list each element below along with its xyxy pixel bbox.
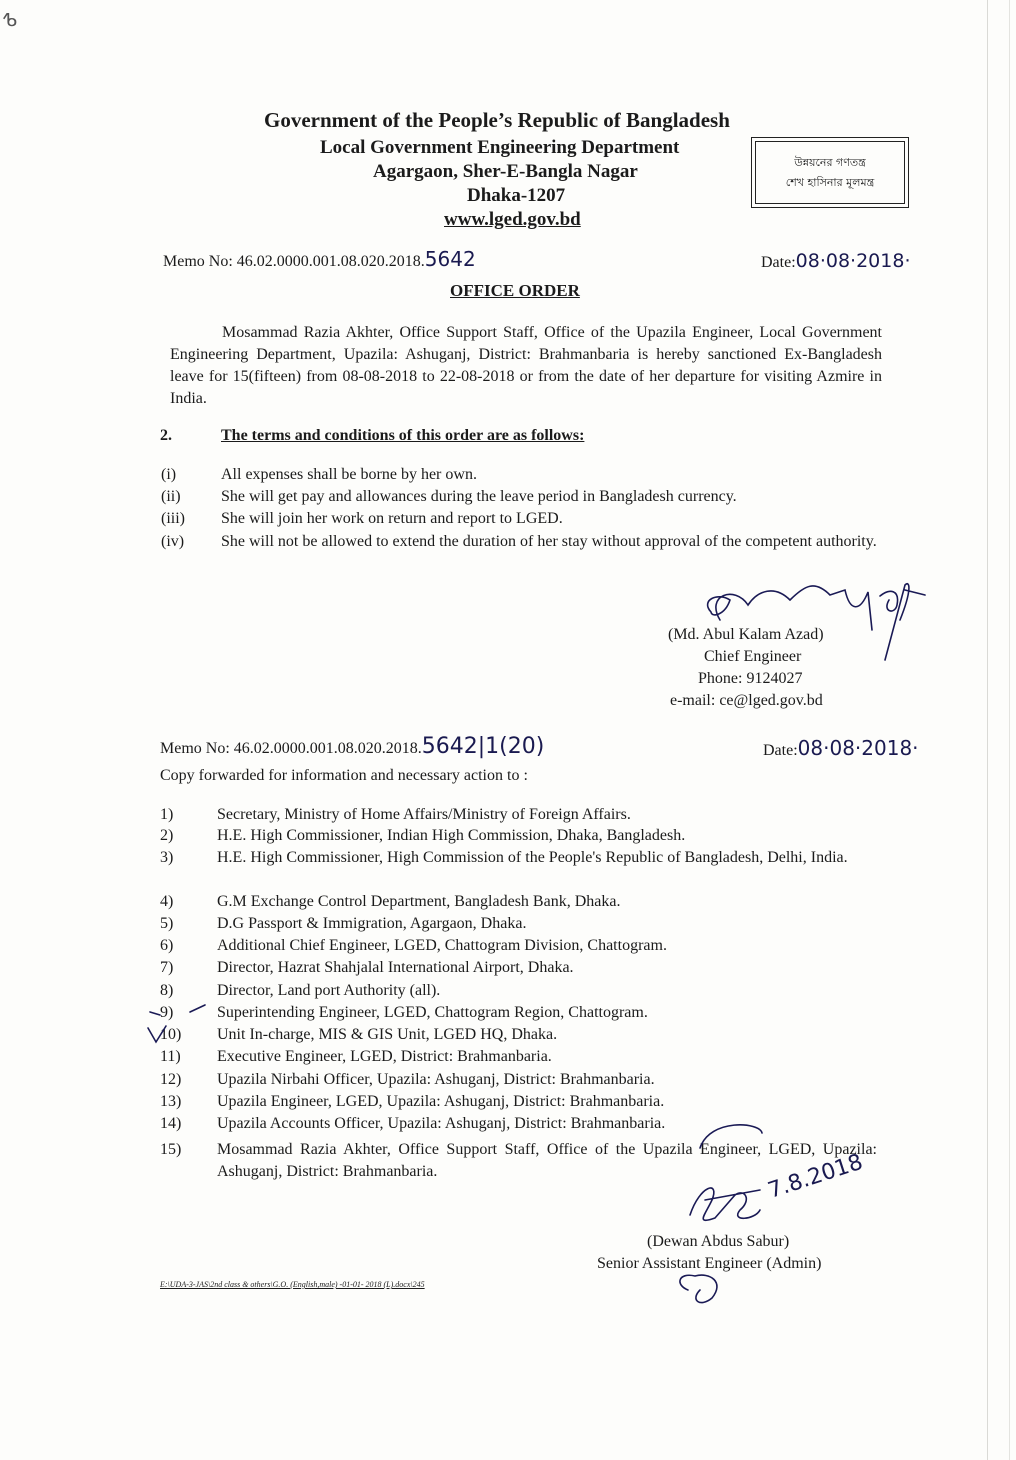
website-link[interactable]: www.lged.gov.bd (444, 209, 581, 230)
signatory-2-title: Senior Assistant Engineer (Admin) (597, 1255, 822, 1272)
list-number: 15) (160, 1141, 182, 1158)
list-number: 14) (160, 1115, 182, 1132)
signatory-1-email: e-mail: ce@lged.gov.bd (670, 692, 823, 709)
condition-number: (iii) (161, 510, 185, 527)
list-text: Upazila Accounts Officer, Upazila: Ashuganj, District: Brahmanbaria. (217, 1115, 666, 1132)
list-text: Director, Land port Authority (all). (217, 982, 441, 999)
order-paragraph: Mosammad Razia Akhter, Office Support Staff, Office of the Upazila Engineer, Local Government Engineering Department, Upazila: Ashuganj, District: Brahmanbaria is hereby sanctioned Ex-Bangladesh leave for 15(fifteen) from 08-08-2018 to 22-08-2018 or from the date of her departure for visiting Azmire in India. (170, 324, 882, 407)
list-number: 11) (160, 1048, 181, 1065)
tick-mark-10 (148, 1026, 166, 1042)
memo-label-1: Memo No: 46.02.0000.001.08.020.2018. (163, 253, 425, 270)
initial-mark-2 (680, 1275, 717, 1302)
terms-title: The terms and conditions of this order are as follows: (221, 427, 585, 444)
list-number: 9) (160, 1004, 174, 1021)
terms-number: 2. (160, 427, 172, 444)
signatory-2-hand-date: 7.8.2018 (765, 1149, 866, 1204)
list-text: D.G Passport & Immigration, Agargaon, Dhaka. (217, 915, 527, 932)
corner-pencil-mark: ᕹ (2, 10, 17, 31)
motto-line-1: উন্নয়নের গণতন্ত্র (794, 155, 866, 169)
copy-forwarded-line: Copy forwarded for information and necessary action to : (160, 767, 528, 784)
list-text: Additional Chief Engineer, LGED, Chattogram Division, Chattogram. (217, 937, 667, 954)
date-hand-1: 08·08·2018· (795, 250, 911, 272)
condition-text: All expenses shall be borne by her own. (221, 466, 477, 483)
list-number: 7) (160, 959, 174, 976)
list-text: Superintending Engineer, LGED, Chattogram Region, Chattogram. (217, 1004, 648, 1021)
memo-hand-number-1: 5642 (424, 247, 476, 271)
file-path-footer: E:\UDA-3-JAS\2nd class & others\G.O. (English,male) -01-01- 2018 (L).docx\245 (160, 1280, 425, 1289)
condition-number: (iv) (161, 533, 185, 550)
tick-mark-9 (150, 1005, 205, 1015)
date-hand-2: 08·08·2018· (797, 736, 919, 760)
condition-number: (i) (161, 466, 177, 483)
condition-text: She will get pay and allowances during the leave period in Bangladesh currency. (221, 488, 737, 505)
motto-line-2: শেখ হাসিনার মূলমন্ত্র (785, 175, 875, 189)
office-order-title: OFFICE ORDER (450, 281, 580, 300)
signatory-2-name: (Dewan Abdus Sabur) (647, 1233, 790, 1250)
list-number: 5) (160, 915, 174, 932)
list-number: 13) (160, 1093, 182, 1110)
signatory-1-phone: Phone: 9124027 (698, 670, 803, 687)
list-number: 12) (160, 1071, 182, 1088)
list-text: G.M Exchange Control Department, Bangladesh Bank, Dhaka. (217, 893, 621, 910)
date-label-2: Date: (763, 742, 798, 759)
list-text: Mosammad Razia Akhter, Office Support Staff, Office of the Upazila Engineer, LGED, Upazila: Ashuganj, District: Brahmanbaria. (217, 1141, 877, 1180)
list-text: Secretary, Ministry of Home Affairs/Ministry of Foreign Affairs. (217, 806, 631, 823)
city-line: Dhaka-1207 (467, 185, 566, 206)
address-line: Agargaon, Sher-E-Bangla Nagar (373, 161, 638, 182)
condition-number: (ii) (161, 488, 181, 505)
list-number: 6) (160, 937, 174, 954)
signatory-1-title: Chief Engineer (704, 648, 802, 665)
government-title: Government of the People’s Republic of Bangladesh (264, 108, 730, 132)
circle-mark-14 (700, 1125, 762, 1148)
list-number: 8) (160, 982, 174, 999)
list-number: 4) (160, 893, 174, 910)
list-number: 1) (160, 806, 174, 823)
signatory-1-name: (Md. Abul Kalam Azad) (668, 626, 824, 643)
list-number: 10) (160, 1026, 182, 1043)
signature-1-scribble (716, 584, 925, 660)
list-text: Director, Hazrat Shahjalal International Airport, Dhaka. (217, 959, 574, 976)
condition-text: She will join her work on return and report to LGED. (221, 510, 563, 527)
memo-hand-number-2: 5642|1(20) (421, 734, 545, 759)
list-text: H.E. High Commissioner, Indian High Commission, Dhaka, Bangladesh. (217, 827, 686, 844)
list-number: 3) (160, 849, 174, 866)
list-text: Upazila Nirbahi Officer, Upazila: Ashuganj, District: Brahmanbaria. (217, 1071, 655, 1088)
signature-2-scribble (690, 1188, 760, 1220)
list-number: 2) (160, 827, 174, 844)
list-text: H.E. High Commissioner, High Commission of the People's Republic of Bangladesh, Delhi, India. (217, 849, 848, 866)
list-text: Executive Engineer, LGED, District: Brahmanbaria. (217, 1048, 552, 1065)
list-text: Upazila Engineer, LGED, Upazila: Ashuganj, District: Brahmanbaria. (217, 1093, 665, 1110)
condition-text: She will not be allowed to extend the duration of her stay without approval of the competent authority. (221, 533, 877, 550)
date-label-1: Date: (761, 254, 796, 271)
department-name: Local Government Engineering Department (320, 137, 680, 158)
list-text: Unit In-charge, MIS & GIS Unit, LGED HQ, Dhaka. (217, 1026, 558, 1043)
memo-label-2: Memo No: 46.02.0000.001.08.020.2018. (160, 740, 422, 757)
